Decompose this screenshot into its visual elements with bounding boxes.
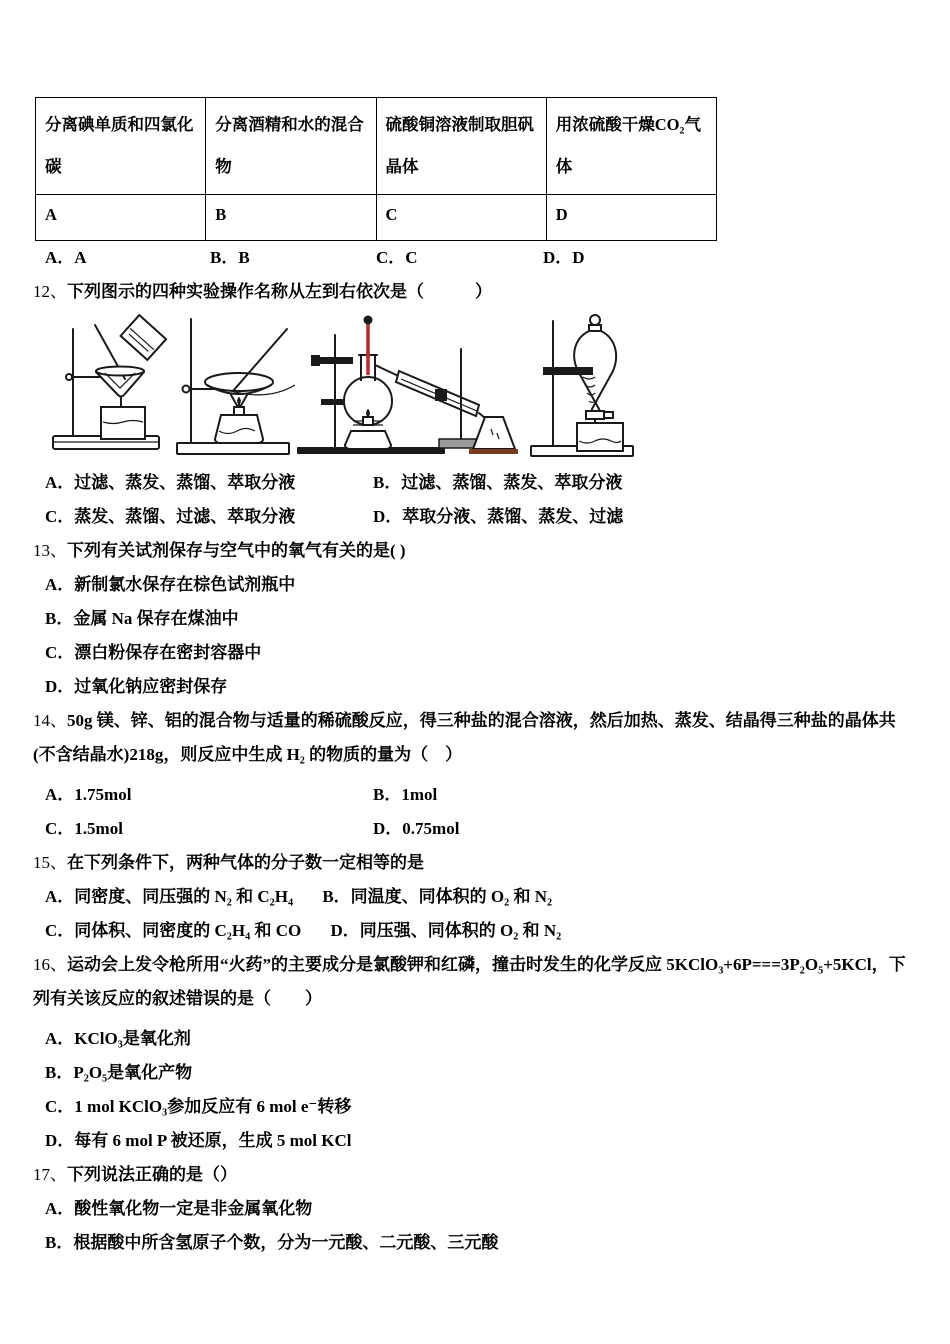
q11-option-d[interactable]: D．D xyxy=(543,248,585,267)
table-header-cell: 分离碘单质和四氯化碳 xyxy=(36,98,206,195)
q12-option-a[interactable]: A．过滤、蒸发、蒸馏、萃取分液 xyxy=(45,473,296,492)
q14-options-row-2 xyxy=(45,812,915,846)
q12-title: 12、下列图示的四种实验操作名称从左到右依次是（ ） xyxy=(33,282,492,301)
q14-option-c[interactable]: C．1.5mol xyxy=(45,819,123,838)
q14-option-a[interactable]: A．1.75mol xyxy=(45,785,132,804)
q12-apparatus-diagrams xyxy=(33,309,915,459)
q15-title: 15、在下列条件下，两种气体的分子数一定相等的是 xyxy=(33,853,424,872)
q16-number: 16、 xyxy=(33,955,67,974)
q12-number: 12、 xyxy=(33,282,67,301)
q16-option-c[interactable]: C．1 mol KClO₃参加反应有 6 mol e⁻转移 xyxy=(45,1097,352,1116)
q16-option-b[interactable]: B．P₂O₅是氧化产物 xyxy=(45,1063,193,1082)
table-cell: D xyxy=(546,195,716,241)
q15-options-row-1 xyxy=(45,880,915,914)
q17-option-a[interactable]: A．酸性氧化物一定是非金属氧化物 xyxy=(45,1199,313,1218)
q15-option-a[interactable]: A．同密度、同压强的 N₂ 和 C₂H₄ xyxy=(45,887,294,906)
q16-option-a[interactable]: A．KClO₃是氧化剂 xyxy=(45,1029,191,1048)
q15-number: 15、 xyxy=(33,853,67,872)
q13-title: 13、下列有关试剂保存与空气中的氧气有关的是( ) xyxy=(33,541,406,560)
q15-option-b[interactable]: B．同温度、同体积的 O₂ 和 N₂ xyxy=(322,887,553,906)
table-row xyxy=(36,195,717,241)
q12-option-c[interactable]: C．蒸发、蒸馏、过滤、萃取分液 xyxy=(45,507,296,526)
q15-options-row-2 xyxy=(45,914,915,948)
table-header-row xyxy=(36,98,717,195)
q16-title: 16、运动会上发令枪所用“火药”的主要成分是氯酸钾和红磷，撞击时发生的化学反应 5KClO₃+6P===3P₂O₅+5KCl，下列有关该反应的叙述错误的是（ ） xyxy=(33,955,906,1008)
q11-option-a[interactable]: A．A xyxy=(45,248,87,267)
q17-option-b[interactable]: B．根据酸中所含氢原子个数，分为一元酸、二元酸、三元酸 xyxy=(45,1233,499,1252)
q11-option-c[interactable]: C．C xyxy=(376,248,418,267)
q14-option-d[interactable]: D．0.75mol xyxy=(373,819,460,838)
q15-option-d[interactable]: D．同压强、同体积的 O₂ 和 N₂ xyxy=(330,921,562,940)
filtration-apparatus-icon xyxy=(45,309,170,459)
table-cell: B xyxy=(206,195,376,241)
table-cell: C xyxy=(376,195,546,241)
table-header-cell: 用浓硫酸干燥CO₂气体 xyxy=(546,98,716,195)
q11-options-row xyxy=(45,241,915,275)
table-header-cell: 硫酸铜溶液制取胆矾晶体 xyxy=(376,98,546,195)
q17-title: 17、下列说法正确的是（） xyxy=(33,1165,237,1184)
q13-option-b[interactable]: B．金属 Na 保存在煤油中 xyxy=(45,609,239,628)
q17-number: 17、 xyxy=(33,1165,67,1184)
q12-option-d[interactable]: D．萃取分液、蒸馏、蒸发、过滤 xyxy=(373,507,624,526)
q12-options-row-1 xyxy=(45,466,915,500)
q16-option-d[interactable]: D．每有 6 mol P 被还原，生成 5 mol KCl xyxy=(45,1131,352,1150)
table-cell: A xyxy=(36,195,206,241)
q12-options-row-2 xyxy=(45,500,915,534)
q14-number: 14、 xyxy=(33,711,67,730)
q12-option-b[interactable]: B．过滤、蒸馏、蒸发、萃取分液 xyxy=(373,473,623,492)
q14-title: 14、50g 镁、锌、铝的混合物与适量的稀硫酸反应，得三种盐的混合溶液，然后加热、蒸发、结晶得三种盐的晶体共(不含结晶水)218g，则反应中生成 H₂ 的物质的量为（ ） xyxy=(33,711,896,764)
evaporation-apparatus-icon xyxy=(173,309,295,459)
q13-option-c[interactable]: C．漂白粉保存在密封容器中 xyxy=(45,643,262,662)
separating-funnel-apparatus-icon xyxy=(523,309,641,459)
distillation-apparatus-icon xyxy=(283,309,518,459)
q11-option-b[interactable]: B．B xyxy=(210,248,250,267)
q13-option-d[interactable]: D．过氧化钠应密封保存 xyxy=(45,677,228,696)
q13-option-a[interactable]: A．新制氯水保存在棕色试剂瓶中 xyxy=(45,575,296,594)
table-header-cell: 分离酒精和水的混合物 xyxy=(206,98,376,195)
q11-methods-table xyxy=(35,97,717,241)
q14-options-row-1 xyxy=(45,778,915,812)
q14-option-b[interactable]: B．1mol xyxy=(373,785,438,804)
q13-number: 13、 xyxy=(33,541,67,560)
q15-option-c[interactable]: C．同体积、同密度的 C₂H₄ 和 CO xyxy=(45,921,302,940)
